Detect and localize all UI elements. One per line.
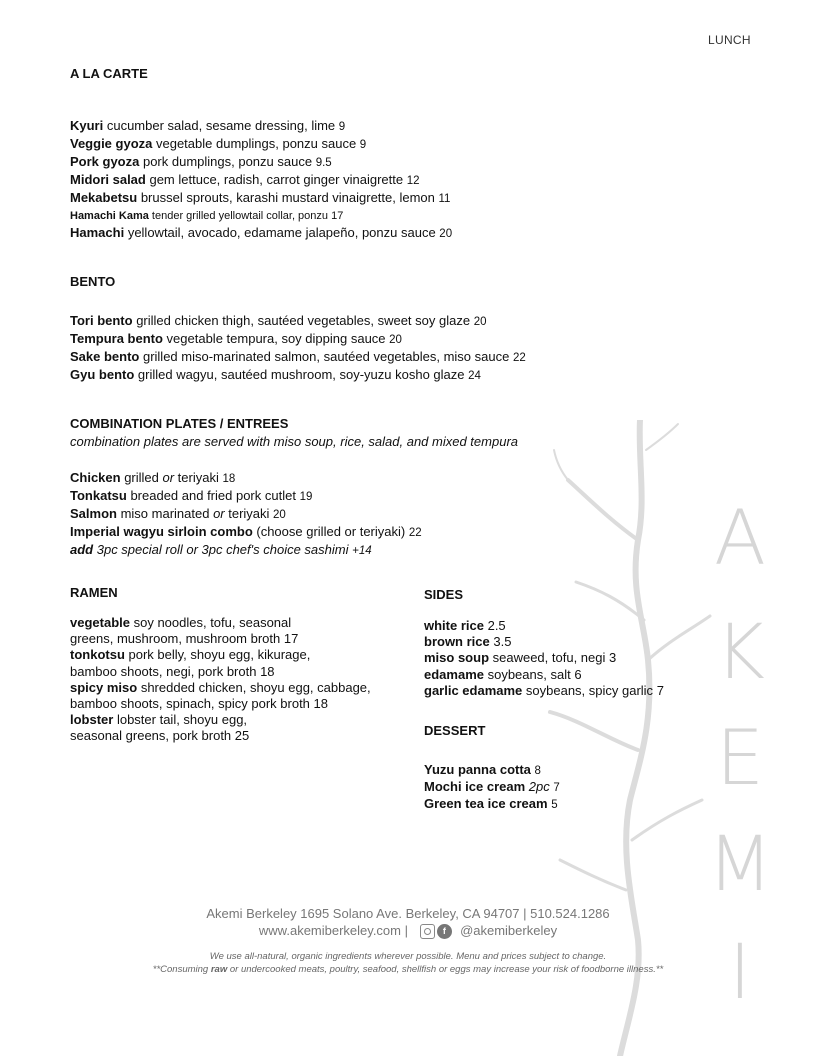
watermark-letter: M [707,819,773,908]
menu-item: Sake bento grilled miso-marinated salmon, sautéed vegetables, miso sauce 22 [70,349,526,364]
ramen-list [70,615,371,745]
menu-item-continued: seasonal greens, pork broth 25 [70,728,250,744]
menu-item: Kyuri cucumber salad, sesame dressing, lime 9 [70,118,346,133]
section-title-combination: COMBINATION PLATES / ENTREES [70,416,289,431]
menu-item-continued: bamboo shoots, spinach, spicy pork broth 18 [70,696,328,712]
restaurant-address: Akemi Berkeley 1695 Solano Ave. Berkeley, CA 94707 | 510.524.1286 [206,906,610,921]
instagram-icon[interactable] [420,924,435,939]
ingredients-note: We use all-natural, organic ingredients wherever possible. Menu and prices subject to change. [209,951,607,962]
facebook-icon[interactable]: f [437,924,452,939]
menu-item: Tonkatsu breaded and fried pork cutlet 19 [70,488,313,503]
menu-item: Midori salad gem lettuce, radish, carrot ginger vinaigrette 12 [70,172,420,187]
menu-item: Yuzu panna cotta 8 [424,762,541,777]
section-title-sides: SIDES [424,587,464,602]
menu-item: Mekabetsu brussel sprouts, karashi mustard vinaigrette, lemon 11 [70,190,451,205]
sides-list [424,618,664,699]
menu-item: Hamachi Kama tender grilled yellowtail collar, ponzu 17 [70,210,344,222]
menu-item: brown rice 3.5 [424,634,512,650]
menu-item: tonkotsu pork belly, shoyu egg, kikurage, [70,647,311,663]
menu-item: Chicken grilled or teriyaki 18 [70,470,236,485]
menu-item: Green tea ice cream 5 [424,796,558,812]
menu-item-continued: bamboo shoots, negi, pork broth 18 [70,663,275,679]
menu-item: Hamachi yellowtail, avocado, edamame jalapeño, ponzu sauce 20 [70,225,453,240]
social-handle[interactable]: @akemiberkeley [460,923,558,938]
section-title-a-la-carte: A LA CARTE [70,66,148,81]
menu-item: Veggie gyoza vegetable dumplings, ponzu sauce 9 [70,136,367,151]
menu-item: Tempura bento vegetable tempura, soy dipping sauce 20 [70,331,402,346]
watermark-letter: K [715,607,765,696]
contact-line [0,923,816,939]
menu-item-continued: greens, mushroom, mushroom broth 17 [70,631,299,647]
menu-item: Mochi ice cream 2pc 7 [424,779,560,795]
watermark-letter: E [715,713,765,802]
section-title-dessert: DESSERT [424,723,486,738]
health-warning: **Consuming raw or undercooked meats, poultry, seafood, shellfish or eggs may increase your risk of foodborne illness.** [152,964,664,975]
menu-item: Gyu bento grilled wagyu, sautéed mushroom, soy-yuzu kosho glaze 24 [70,367,481,382]
section-note: combination plates are served with miso soup, rice, salad, and mixed tempura [70,434,518,449]
menu-item: spicy miso shredded chicken, shoyu egg, cabbage, [70,679,371,695]
menu-item: miso soup seaweed, tofu, negi 3 [424,650,617,666]
menu-item: Tori bento grilled chicken thigh, sautéed vegetables, sweet soy glaze 20 [70,313,487,328]
menu-item: white rice 2.5 [424,618,506,633]
watermark-letter: A [714,493,766,582]
menu-item: Salmon miso marinated or teriyaki 20 [70,506,286,521]
section-title-ramen: RAMEN [70,585,118,600]
menu-item: garlic edamame soybeans, spicy garlic 7 [424,682,664,698]
menu-item: edamame soybeans, salt 6 [424,666,582,682]
dessert-list [424,762,560,814]
section-title-bento: BENTO [70,274,116,289]
menu-item: vegetable soy noodles, tofu, seasonal [70,615,292,630]
menu-item: Imperial wagyu sirloin combo (choose grilled or teriyaki) 22 [70,524,422,539]
menu-addon: add 3pc special roll or 3pc chef's choice sashimi +14 [70,542,372,557]
website-link[interactable]: www.akemiberkeley.com | [258,923,408,938]
menu-type-label: LUNCH [708,33,751,47]
menu-item: lobster lobster tail, shoyu egg, [70,712,248,728]
watermark-letter: I [728,927,752,1016]
menu-item: Pork gyoza pork dumplings, ponzu sauce 9.5 [70,154,332,169]
